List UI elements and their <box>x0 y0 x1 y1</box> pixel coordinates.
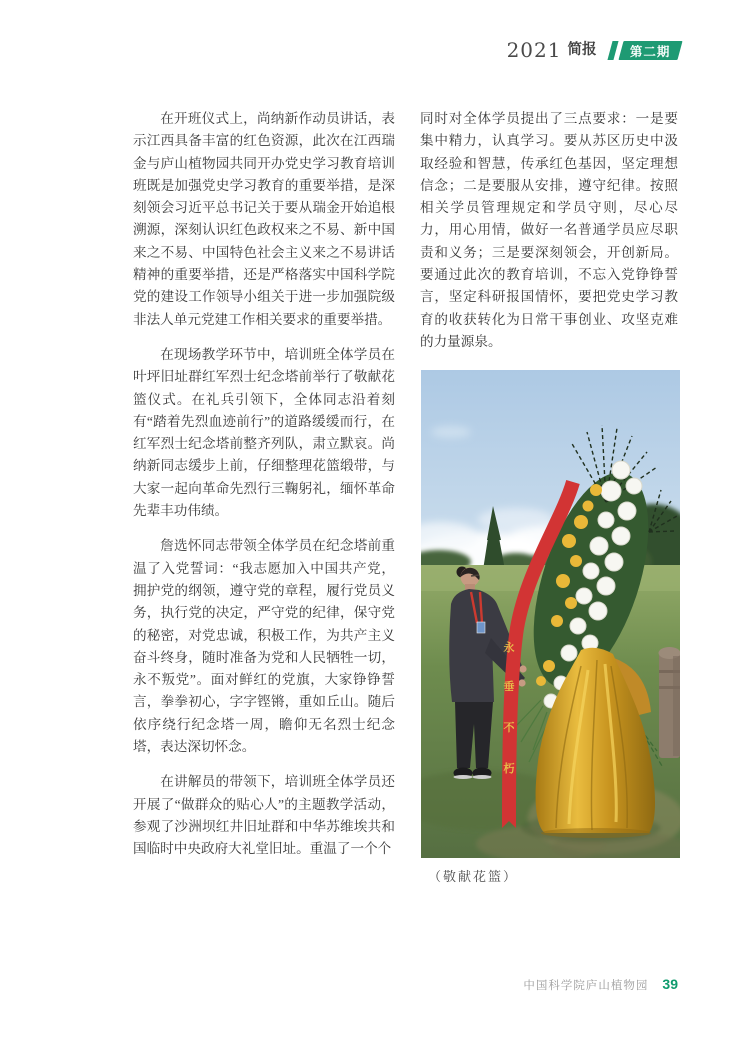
paragraph: 在开班仪式上，尚纳新作动员讲话，表示江西具备丰富的红色资源，此次在江西瑞金与庐山植物园共同开办党史学习教育培训班既是加强党史学习教育的重要举措，是深刻领会习近平总书记关于要从瑞金开始追根溯源，深刻认识红色政权来之不易、新中国来之不易、中国特色社会主义来之不易讲话精神的重要举措，还是严格落实中国科学院党的建设工作领导小组关于进一步加强院级非法人单元党建工作相关要求的重要举措。 <box>133 111 395 327</box>
paragraph: 在现场教学环节中，培训班全体学员在叶坪旧址群红军烈士纪念塔前举行了敬献花篮仪式。在礼兵引领下，全体同志沿着刻有“踏着先烈血迹前行”的道路缓缓而行，在红军烈士纪念塔前整齐列队，肃立默哀。尚纳新同志缓步上前，仔细整理花篮缎带，与大家一起向革命先烈行三鞠躬礼，缅怀革命先辈丰功伟绩。 <box>133 346 395 519</box>
ribbon-char: 不 <box>503 722 515 734</box>
issue-badge <box>619 41 683 60</box>
footer-organization: 中国科学院庐山植物园 <box>523 980 649 992</box>
header-title: 简报 <box>567 41 597 58</box>
paragraph: 在讲解员的带领下，培训班全体学员还开展了“做群众的贴心人”的主题教学活动，参观了沙洲坝红井旧址群和中华苏维埃共和国临时中央政府大礼堂旧址。重温了一个个 <box>133 774 395 857</box>
ribbon-char: 朽 <box>503 763 515 775</box>
page-footer <box>523 976 678 993</box>
issue-badge-label: 第二期 <box>630 44 671 58</box>
page-number: 39 <box>662 976 678 992</box>
ribbon-char: 垂 <box>503 681 515 693</box>
issue-badge-group <box>610 41 680 60</box>
left-column <box>133 108 395 874</box>
badge-card <box>477 622 485 633</box>
right-column <box>420 108 678 366</box>
paragraph: 詹选怀同志带领全体学员在纪念塔前重温了入党誓词：“我志愿加入中国共产党，拥护党的纲领，遵守党的章程，履行党员义务，执行党的决定，严守党的纪律，保守党的秘密，对党忠诚，积极工作，为共产主义奋斗终身，随时准备为党和人民牺牲一切，永不叛党”。面对鲜红的党旗，大家铮铮誓言，拳拳初心，字字铿锵，重如丘山。随后依序绕行纪念塔一周，瞻仰无名烈士纪念塔，表达深切怀念。 <box>133 538 395 755</box>
wreath-photo-illustration <box>421 370 680 858</box>
stone-pillar <box>659 647 681 758</box>
page-header <box>507 40 680 60</box>
wreath-photo <box>421 370 680 858</box>
badge-accent-stripe <box>608 41 619 60</box>
paragraph: 同时对全体学员提出了三点要求：一是要集中精力，认真学习。要从苏区历史中汲取经验和智慧，传承红色基因，坚定理想信念；二是要服从安排，遵守纪律。按照相关学员管理规定和学员守则，尽心尽力，用心用情，做好一名普通学员应尽职责和义务；三是要深刻领会，开创新局。要通过此次的教育培训，不忘入党铮铮誓言，坚定科研报国情怀，要把党史学习教育的收获转化为日常干事创业、攻坚克难的力量源泉。 <box>420 111 678 349</box>
header-year: 2021 <box>506 38 562 62</box>
ribbon-char: 永 <box>503 642 515 654</box>
photo-caption: （敬献花篮） <box>428 869 519 884</box>
